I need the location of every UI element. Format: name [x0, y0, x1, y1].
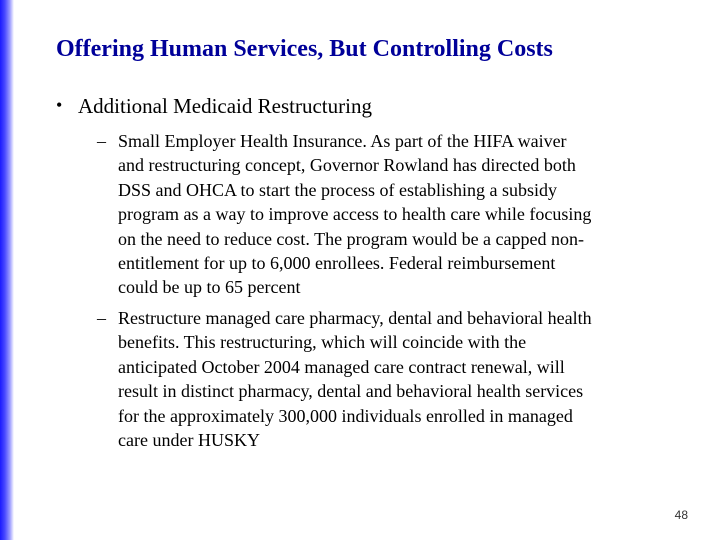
sub-item-text: [118, 306, 657, 452]
slide-title: Offering Human Services, But Controlling Costs: [56, 36, 553, 62]
text-line: benefits. This restructuring, which will coincide with the: [118, 332, 527, 353]
sub-item-text: [118, 129, 657, 300]
text-line: DSS and OHCA to start the process of establishing a subsidy: [118, 179, 557, 200]
text-line: anticipated October 2004 managed care contract renewal, will: [118, 356, 565, 377]
text-line: Restructure managed care pharmacy, dental and behavioral health: [118, 308, 592, 328]
text-line: care under HUSKY: [118, 430, 260, 451]
dash-icon: –: [97, 131, 106, 151]
bullet-item: [56, 94, 372, 119]
text-line: could be up to 65 percent: [118, 277, 301, 298]
bullet-dot-icon: •: [56, 95, 63, 115]
left-accent-bar: [0, 0, 14, 540]
text-line: entitlement for up to 6,000 enrollees. Federal reimbursement: [118, 253, 556, 274]
bullet-text: Additional Medicaid Restructuring: [78, 94, 372, 118]
text-line: Small Employer Health Insurance. As part of the HIFA waiver: [118, 131, 567, 151]
dash-icon: –: [97, 308, 106, 328]
sub-item-small-employer: [97, 129, 657, 300]
text-line: on the need to reduce cost. The program would be a capped non-: [118, 228, 585, 249]
page-number: 48: [674, 508, 688, 522]
sub-item-managed-care: [97, 306, 657, 452]
text-line: for the approximately 300,000 individuals enrolled in managed: [118, 405, 573, 426]
text-line: program as a way to improve access to health care while focusing: [118, 204, 592, 225]
text-line: and restructuring concept, Governor Rowland has directed both: [118, 155, 576, 176]
text-line: result in distinct pharmacy, dental and behavioral health services: [118, 381, 584, 402]
